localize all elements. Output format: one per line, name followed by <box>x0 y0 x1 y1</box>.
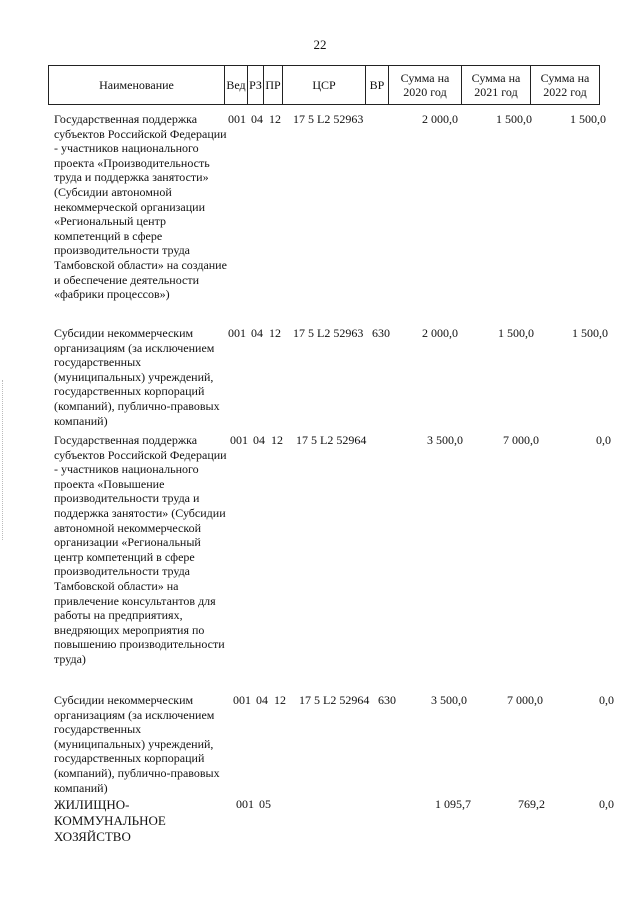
header-pr: ПР <box>264 66 283 105</box>
row-name: Государственная поддержка субъектов Российской Федерации - участников национального проекта «Производительность труда и поддержка занятости» (Субсидии автономной некоммерческой организации «Региональный центр компетенций в сфере производительности труда Тамбовской области» на создание и обеспечение деятельности «фабрики процессов») <box>54 112 227 302</box>
row-rz: 05 <box>259 797 271 811</box>
row-rz: 04 <box>251 112 263 126</box>
header-vr: ВР <box>366 66 389 105</box>
header-sum-2022: Сумма на 2022 год <box>531 66 600 105</box>
header-sum-2020: Сумма на 2020 год <box>389 66 462 105</box>
header-sum-2021: Сумма на 2021 год <box>462 66 531 105</box>
row-rz: 04 <box>253 433 265 447</box>
row-sum-2020: 2 000,0 <box>422 112 458 126</box>
row-sum-2022: 0,0 <box>596 433 611 447</box>
row-sum-2021: 769,2 <box>518 797 545 811</box>
row-sum-2022: 1 500,0 <box>570 112 606 126</box>
header-name: Наименование <box>49 66 225 105</box>
row-sum-2021: 1 500,0 <box>498 326 534 340</box>
row-ved: 001 <box>233 693 251 707</box>
row-sum-2021: 1 500,0 <box>496 112 532 126</box>
table-header <box>48 65 600 105</box>
row-ved: 001 <box>236 797 254 811</box>
row-name: Субсидии некоммерческим организациям (за исключением государственных (муниципальных) учреждений, государственных корпораций (компаний), публично-правовых компаний) <box>54 693 220 795</box>
row-pr: 12 <box>269 326 281 340</box>
row-pr: 12 <box>274 693 286 707</box>
row-csr: 17 5 L2 52963 <box>293 326 364 340</box>
row-name: Субсидии некоммерческим организациям (за исключением государственных (муниципальных) учреждений, государственных корпораций (компаний), публично-правовых компаний) <box>54 326 220 428</box>
row-sum-2020: 3 500,0 <box>431 693 467 707</box>
row-sum-2020: 3 500,0 <box>427 433 463 447</box>
row-name: ЖИЛИЩНО-КОММУНАЛЬНОЕ ХОЗЯЙСТВО <box>54 797 166 844</box>
row-sum-2021: 7 000,0 <box>507 693 543 707</box>
row-vr: 630 <box>378 693 396 707</box>
row-pr: 12 <box>271 433 283 447</box>
row-csr: 17 5 L2 52964 <box>299 693 370 707</box>
row-csr: 17 5 L2 52963 <box>293 112 364 126</box>
row-sum-2022: 0,0 <box>599 693 614 707</box>
header-ved: Вед <box>225 66 248 105</box>
row-sum-2020: 2 000,0 <box>422 326 458 340</box>
row-name: Государственная поддержка субъектов Российской Федерации - участников национального проекта «Повышение производительности труда и поддержка занятости» (Субсидии автономной некоммерческой организации «Региональный центр компетенций в сфере производительности труда Тамбовской области» на привлечение консультантов для работы на предприятиях, внедряющих мероприятия по повышению производительности труда) <box>54 433 227 666</box>
header-rz: РЗ <box>248 66 264 105</box>
row-sum-2020: 1 095,7 <box>435 797 471 811</box>
row-rz: 04 <box>251 326 263 340</box>
row-vr: 630 <box>372 326 390 340</box>
header-csr: ЦСР <box>283 66 366 105</box>
row-ved: 001 <box>230 433 248 447</box>
page-number: 22 <box>313 37 327 52</box>
row-sum-2022: 0,0 <box>599 797 614 811</box>
scan-margin-mark <box>2 380 5 540</box>
row-csr: 17 5 L2 52964 <box>296 433 367 447</box>
row-sum-2021: 7 000,0 <box>503 433 539 447</box>
row-pr: 12 <box>269 112 281 126</box>
row-ved: 001 <box>228 326 246 340</box>
row-ved: 001 <box>228 112 246 126</box>
row-rz: 04 <box>256 693 268 707</box>
row-sum-2022: 1 500,0 <box>572 326 608 340</box>
